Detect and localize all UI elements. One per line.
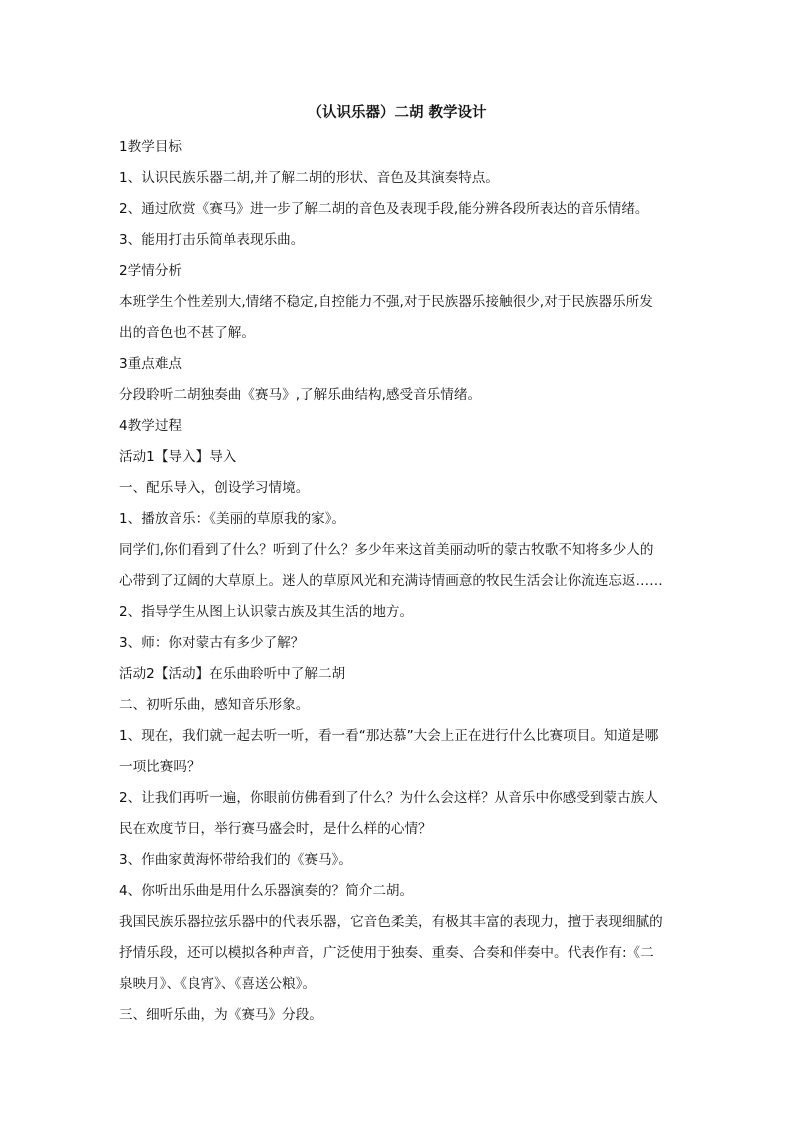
body-line: 本班学生个性差别大,情绪不稳定,自控能力不强,对于民族器乐接触很少,对于民族器乐所发	[119, 294, 653, 310]
body-line: 2学情分析	[119, 263, 183, 279]
body-line: 出的音色也不甚了解。	[119, 325, 255, 341]
body-line: 3、能用打击乐简单表现乐曲。	[119, 232, 305, 248]
body-line: 二、初听乐曲，感知音乐形象。	[119, 697, 310, 713]
body-line: 分段聆听二胡独奏曲《赛马》,了解乐曲结构,感受音乐情绪。	[119, 387, 482, 403]
body-line: 4教学过程	[119, 418, 183, 434]
body-line: 2、指导学生从图上认识蒙古族及其生活的地方。	[119, 604, 414, 620]
body-line: 一、配乐导入，创设学习情境。	[119, 480, 310, 496]
document-title: （认识乐器）二胡 教学设计	[307, 105, 487, 121]
body-line: 我国民族乐器拉弦乐器中的代表乐器，它音色柔美，有极其丰富的表现力，擅于表现细腻的	[119, 914, 663, 930]
body-line: 三、细听乐曲，为《赛马》分段。	[119, 1007, 323, 1023]
body-line: 心带到了辽阔的大草原上。迷人的草原风光和充满诗情画意的牧民生活会让你流连忘返……	[119, 573, 663, 589]
body-line: 活动2【活动】在乐曲聆听中了解二胡	[119, 666, 346, 682]
body-line: 2、通过欣赏《赛马》进一步了解二胡的音色及表现手段,能分辨各段所表达的音乐情绪。	[119, 201, 649, 217]
body-line: 泉映月》、《良宵》、《喜送公粮》。	[119, 976, 317, 992]
body-line: 一项比赛吗？	[119, 759, 201, 775]
body-line: 1教学目标	[119, 139, 183, 155]
body-line: 3重点难点	[119, 356, 183, 372]
body-line: 1、认识民族乐器二胡,并了解二胡的形状、音色及其演奏特点。	[119, 170, 499, 186]
body-line: 活动1【导入】导入	[119, 449, 237, 465]
body-line: 3、师：你对蒙古有多少了解？	[119, 635, 305, 651]
document-body	[119, 132, 675, 1031]
body-line: 1、播放音乐：《美丽的草原我的家》。	[119, 511, 346, 527]
body-line: 民在欢度节日，举行赛马盛会时，是什么样的心情？	[119, 821, 432, 837]
body-line: 3、作曲家黄海怀带给我们的《赛马》。	[119, 852, 352, 868]
body-line: 2、让我们再听一遍，你眼前仿佛看到了什么？为什么会这样？从音乐中你感受到蒙古族人	[119, 790, 658, 806]
body-line: 同学们,你们看到了什么？听到了什么？多少年来这首美丽动听的蒙古牧歌不知将多少人的	[119, 542, 654, 558]
body-line: 4、你听出乐曲是用什么乐器演奏的？简介二胡。	[119, 883, 414, 899]
body-line: 抒情乐段，还可以模拟各种声音，广泛使用于独奏、重奏、合奏和伴奏中。代表作有:《二	[119, 945, 654, 961]
body-line: 1、现在，我们就一起去听一听，看一看“那达慕”大会上正在进行什么比赛项目。知道是哪	[119, 728, 659, 744]
